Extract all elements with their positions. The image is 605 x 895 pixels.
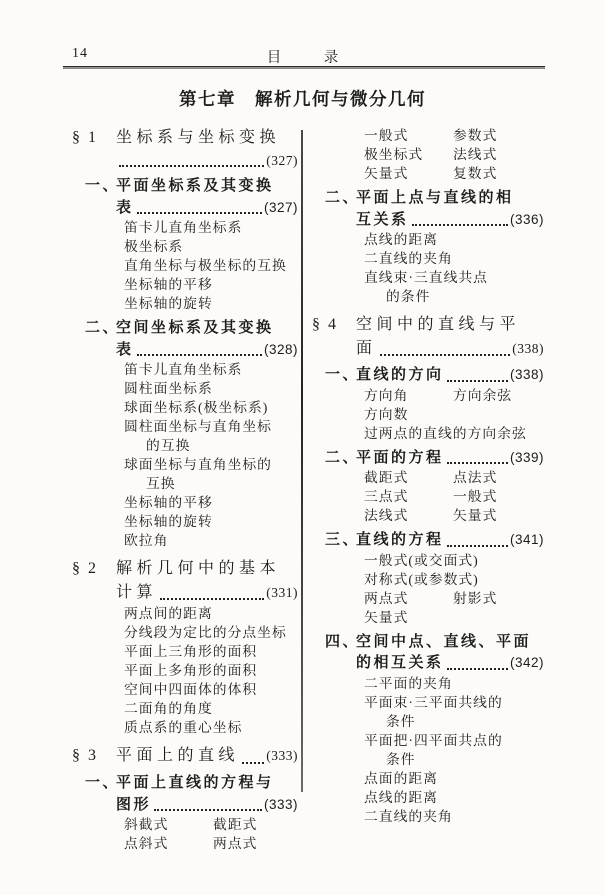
dot-leader	[242, 762, 264, 764]
toc-entry	[310, 287, 544, 306]
toc-right-column	[310, 126, 544, 826]
toc-entry	[310, 506, 544, 525]
toc-entry	[310, 187, 544, 209]
entry-text: 直线束·三直线共点	[364, 270, 488, 285]
entry-text: 笛卡儿直角坐标系	[124, 362, 243, 377]
header-title: 目 录	[266, 50, 353, 66]
entry-text: 平面上的直线	[116, 747, 240, 764]
page-ref: (338)	[512, 341, 544, 356]
entry-text: 二直线的夹角	[364, 251, 453, 266]
entry-text: 坐标轴的旋转	[124, 514, 213, 529]
entry-text: 球面坐标系(极坐标系)	[124, 400, 269, 415]
header-page-number: 14	[72, 46, 88, 61]
toc-entry	[70, 417, 298, 436]
toc-entry	[70, 360, 298, 379]
entry-text: 平面上点与直线的相	[356, 189, 514, 206]
toc-entry	[310, 164, 544, 183]
toc-entry	[70, 512, 298, 531]
toc-entry	[310, 693, 544, 712]
entry-marker: 一、	[85, 774, 121, 791]
entry-text: 射影式	[453, 590, 498, 606]
entry-text: 法线式	[364, 508, 409, 523]
entry-marker: 二、	[85, 319, 121, 336]
entry-text: 点线的距离	[364, 232, 438, 247]
toc-entry	[70, 493, 298, 512]
dot-leader	[160, 598, 264, 600]
entry-text: 坐标轴的旋转	[124, 296, 213, 311]
toc-entry	[70, 815, 298, 834]
entry-text: 分线段为定比的分点坐标	[124, 625, 287, 640]
toc-entry	[70, 834, 298, 853]
entry-text: 方向余弦	[453, 387, 513, 403]
entry-text: 两点式	[364, 590, 409, 606]
entry-text: 互关系	[356, 210, 409, 228]
entry-text: 平面上直线的方程与	[116, 774, 274, 791]
toc-entry	[310, 551, 544, 570]
toc-entry	[310, 405, 544, 424]
entry-text: 矢量式	[453, 508, 498, 523]
dot-leader	[447, 545, 508, 547]
toc-entry	[310, 386, 544, 405]
entry-text: 点面的距离	[364, 770, 438, 786]
entry-text: 斜截式	[124, 817, 169, 832]
page-ref: (327)	[263, 199, 298, 215]
entry-text: 表	[116, 340, 134, 358]
entry-text: 直线的方向	[356, 366, 444, 383]
toc-entry	[70, 557, 298, 581]
toc-entry	[70, 623, 298, 642]
dot-leader	[137, 354, 262, 356]
page-ref: (341)	[509, 532, 544, 547]
entry-text: 欧拉角	[124, 533, 169, 548]
toc-entry	[310, 424, 544, 443]
entry-text: 空间中的直线与平	[356, 316, 521, 333]
toc-entry	[310, 750, 544, 769]
toc-entry	[310, 731, 544, 750]
toc-entry	[70, 317, 298, 339]
toc-entry	[310, 807, 544, 826]
toc-entry	[70, 642, 298, 661]
entry-text: 空间坐标系及其变换	[116, 319, 274, 336]
toc-entry	[70, 436, 298, 455]
toc-entry	[310, 126, 544, 145]
entry-marker: § 3	[72, 747, 98, 764]
toc-entry	[70, 581, 298, 604]
page-ref: (327)	[266, 153, 298, 168]
entry-marker: 一、	[325, 366, 361, 383]
dot-leader	[412, 224, 508, 226]
dot-leader	[137, 212, 262, 214]
toc-entry	[310, 145, 544, 164]
entry-text: 空间中四面体的体积	[124, 682, 258, 697]
entry-marker: § 4	[312, 316, 338, 333]
entry-text: 的互换	[146, 438, 191, 453]
toc-entry	[310, 249, 544, 268]
entry-text: 互换	[146, 476, 176, 491]
page-ref: (342)	[509, 655, 544, 670]
toc-entry	[70, 604, 298, 623]
toc-entry	[310, 209, 544, 231]
toc-entry	[310, 529, 544, 551]
entry-text: 二面角的角度	[124, 701, 213, 716]
entry-text: 条件	[386, 713, 416, 729]
toc-entry	[310, 230, 544, 249]
toc-entry	[70, 175, 298, 197]
entry-text: 的条件	[386, 289, 431, 304]
toc-entry	[310, 447, 544, 469]
toc-entry	[70, 531, 298, 550]
toc-entry	[70, 237, 298, 256]
entry-text: 平面束·三平面共线的	[364, 694, 503, 710]
entry-text: 一般式	[364, 128, 409, 143]
entry-text: 坐标系与坐标变换	[116, 129, 281, 146]
entry-marker: 四、	[325, 632, 361, 650]
entry-text: 矢量式	[364, 609, 409, 625]
entry-text: 点斜式	[124, 836, 169, 851]
entry-text: 平面把·四平面共点的	[364, 732, 503, 748]
toc-entry	[310, 712, 544, 731]
entry-text: 平面的方程	[356, 448, 444, 466]
entry-text: 方向角	[364, 387, 409, 403]
entry-text: 条件	[386, 751, 416, 767]
toc-entry	[310, 788, 544, 807]
toc-entry	[310, 769, 544, 788]
page-ref: (333)	[266, 748, 298, 763]
entry-text: 平面上多角形的面积	[124, 663, 258, 678]
toc-entry	[310, 608, 544, 627]
entry-text: 表	[116, 198, 134, 216]
entry-text: 坐标轴的平移	[124, 495, 213, 510]
entry-text: 计算	[116, 584, 158, 601]
entry-text: 截距式	[213, 817, 258, 832]
toc-entry	[70, 744, 298, 768]
entry-text: 参数式	[453, 128, 498, 143]
toc-entry	[70, 455, 298, 474]
toc-entry	[70, 699, 298, 718]
entry-marker: 二、	[325, 189, 361, 206]
page-ref: (338)	[509, 367, 544, 382]
entry-text: 平面上三角形的面积	[124, 644, 258, 659]
toc-entry	[310, 631, 544, 653]
entry-marker: 二、	[325, 448, 361, 466]
dot-leader	[380, 354, 511, 356]
entry-text: 的相互关系	[356, 654, 444, 671]
toc-entry	[70, 398, 298, 417]
toc-entry	[70, 661, 298, 680]
entry-text: 点法式	[453, 470, 498, 485]
entry-text: 球面坐标与直角坐标的	[124, 457, 272, 472]
entry-text: 圆柱面坐标与直角坐标	[124, 419, 272, 434]
entry-text: 截距式	[364, 470, 409, 485]
entry-text: 三点式	[364, 489, 409, 504]
entry-text: 面	[356, 340, 377, 357]
toc-entry	[70, 339, 298, 361]
toc-entry	[70, 680, 298, 699]
toc-entry	[310, 337, 544, 360]
toc-entry	[310, 652, 544, 674]
entry-text: 二直线的夹角	[364, 808, 453, 824]
toc-entry	[310, 570, 544, 589]
entry-text: 解析几何中的基本	[116, 560, 281, 577]
entry-text: 法线式	[453, 147, 498, 162]
dot-leader	[447, 462, 508, 464]
entry-text: 极坐标式	[364, 147, 424, 162]
page-ref: (336)	[509, 211, 544, 227]
entry-text: 空间中点、直线、平面	[356, 632, 532, 650]
toc-entry	[310, 589, 544, 608]
entry-text: 方向数	[364, 406, 409, 422]
page-ref: (339)	[509, 449, 544, 465]
entry-text: 矢量式	[364, 166, 409, 181]
dot-leader	[119, 165, 264, 167]
toc-entry	[70, 474, 298, 493]
entry-text: 点线的距离	[364, 789, 438, 805]
toc-entry	[70, 718, 298, 737]
toc-entry	[310, 313, 544, 337]
entry-text: 图形	[116, 795, 152, 813]
toc-entry	[70, 294, 298, 313]
toc-entry	[70, 772, 298, 794]
toc-entry	[70, 275, 298, 294]
entry-text: 极坐标系	[124, 239, 184, 254]
entry-text: 复数式	[453, 166, 498, 181]
entry-text: 质点系的重心坐标	[124, 720, 243, 735]
toc-entry	[310, 468, 544, 487]
toc-entry	[310, 364, 544, 386]
toc-entry	[70, 126, 298, 150]
entry-text: 笛卡儿直角坐标系	[124, 220, 243, 235]
entry-marker: 三、	[325, 531, 361, 548]
entry-text: 过两点的直线的方向余弦	[364, 425, 527, 441]
entry-text: 平面坐标系及其变换	[116, 177, 274, 194]
chapter-title: 第七章 解析几何与微分几何	[179, 89, 426, 109]
entry-marker: § 2	[72, 560, 98, 577]
toc-entry	[70, 197, 298, 219]
toc-entry	[70, 150, 298, 171]
dot-leader	[447, 380, 508, 382]
entry-text: 圆柱面坐标系	[124, 381, 213, 396]
entry-text: 对称式(或参数式)	[364, 571, 479, 587]
entry-marker: § 1	[72, 129, 98, 146]
column-divider	[301, 130, 303, 792]
toc-entry	[70, 794, 298, 816]
header-rule	[63, 66, 545, 69]
entry-text: 一般式(或交面式)	[364, 552, 479, 568]
entry-text: 两点式	[213, 836, 258, 851]
entry-text: 直角坐标与极坐标的互换	[124, 258, 287, 273]
toc-entry	[70, 218, 298, 237]
toc-entry	[70, 256, 298, 275]
entry-text: 一般式	[453, 489, 498, 504]
page-ref: (331)	[266, 585, 298, 600]
dot-leader	[447, 668, 508, 670]
toc-entry	[310, 268, 544, 287]
entry-text: 坐标轴的平移	[124, 277, 213, 292]
entry-text: 两点间的距离	[124, 606, 213, 621]
toc-entry	[310, 674, 544, 693]
entry-text: 二平面的夹角	[364, 675, 453, 691]
entry-marker: 一、	[85, 177, 121, 194]
dot-leader	[154, 809, 262, 811]
entry-text: 直线的方程	[356, 531, 444, 548]
page-ref: (328)	[263, 341, 298, 357]
toc-entry	[70, 379, 298, 398]
toc-entry	[310, 487, 544, 506]
toc-left-column	[70, 126, 298, 853]
page-ref: (333)	[263, 796, 298, 812]
